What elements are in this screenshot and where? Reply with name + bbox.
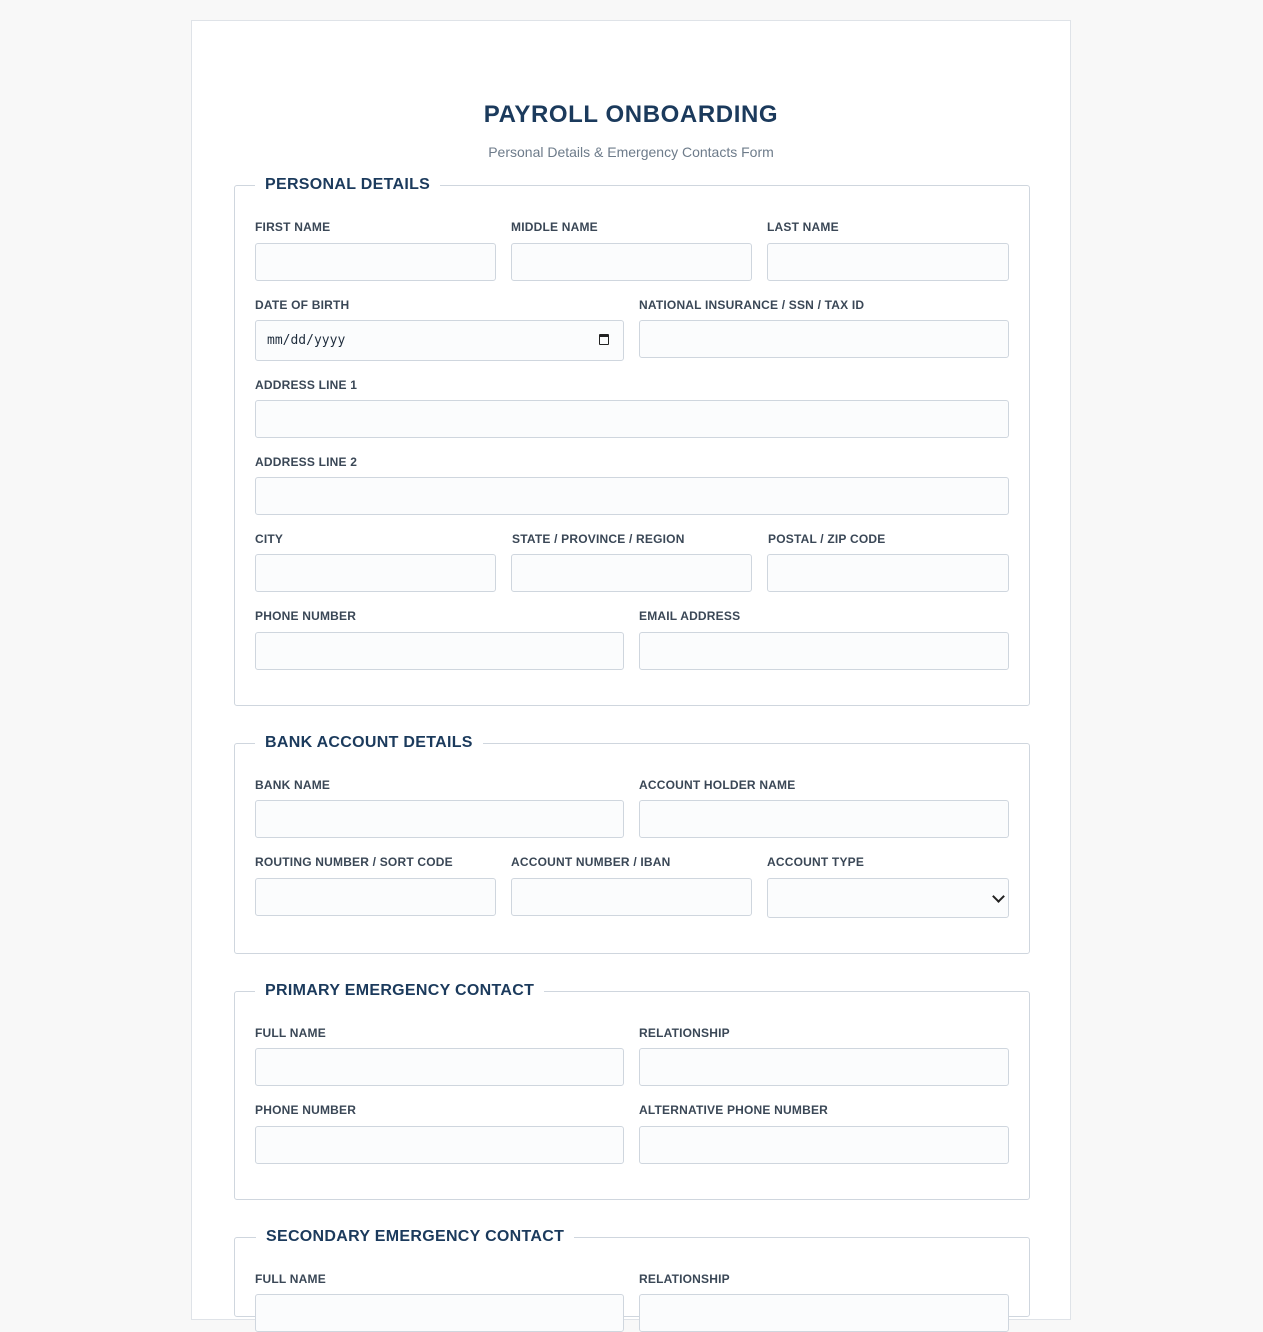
label-address-line-1: ADDRESS LINE 1 [255,378,358,392]
tax-id-input[interactable] [639,320,1009,358]
label-bank-name: BANK NAME [255,778,331,792]
label-primary-phone: PHONE NUMBER [255,1103,357,1117]
label-secondary-relationship: RELATIONSHIP [639,1272,730,1286]
address-line-1-input[interactable] [255,400,1009,438]
email-address-input[interactable] [639,632,1009,670]
label-primary-full-name: FULL NAME [255,1026,326,1040]
label-email-address: EMAIL ADDRESS [639,609,741,623]
middle-name-input[interactable] [511,243,752,281]
primary-relationship-input[interactable] [639,1048,1009,1086]
label-last-name: LAST NAME [767,220,839,234]
primary-emergency-contact-section [234,982,1030,1200]
page-subtitle: Personal Details & Emergency Contacts Form [488,144,774,160]
date-of-birth-placeholder: mm/dd/yyyy [267,333,346,348]
label-date-of-birth: DATE OF BIRTH [255,298,350,312]
section-legend-personal: PERSONAL DETAILS [255,174,440,196]
primary-alt-phone-input[interactable] [639,1126,1009,1164]
section-legend-bank: BANK ACCOUNT DETAILS [255,732,483,754]
page-title: PAYROLL ONBOARDING [483,101,779,128]
label-account-type: ACCOUNT TYPE [767,855,865,869]
city-input[interactable] [255,554,496,592]
label-primary-alt-phone: ALTERNATIVE PHONE NUMBER [639,1103,829,1117]
label-state: STATE / PROVINCE / REGION [512,532,685,546]
label-phone-number: PHONE NUMBER [255,609,357,623]
label-address-line-2: ADDRESS LINE 2 [255,455,358,469]
label-secondary-full-name: FULL NAME [255,1272,326,1286]
primary-full-name-input[interactable] [255,1048,624,1086]
chevron-down-icon[interactable] [992,890,1005,903]
primary-phone-input[interactable] [255,1126,624,1164]
label-city: CITY [255,532,284,546]
postal-code-input[interactable] [767,554,1009,592]
bank-name-input[interactable] [255,800,624,838]
label-routing-number: ROUTING NUMBER / SORT CODE [255,855,453,869]
account-holder-input[interactable] [639,800,1009,838]
secondary-relationship-input[interactable] [639,1294,1009,1332]
first-name-input[interactable] [255,243,496,281]
state-input[interactable] [511,554,752,592]
secondary-full-name-input[interactable] [255,1294,624,1332]
label-account-number: ACCOUNT NUMBER / IBAN [511,855,671,869]
account-number-input[interactable] [511,878,752,916]
secondary-emergency-contact-section [234,1228,1030,1317]
date-of-birth-input[interactable] [255,320,624,361]
label-postal-code: POSTAL / ZIP CODE [768,532,886,546]
address-line-2-input[interactable] [255,477,1009,515]
label-middle-name: MIDDLE NAME [511,220,598,234]
label-account-holder: ACCOUNT HOLDER NAME [639,778,796,792]
label-primary-relationship: RELATIONSHIP [639,1026,730,1040]
label-first-name: FIRST NAME [255,220,331,234]
routing-number-input[interactable] [255,878,496,916]
label-tax-id: NATIONAL INSURANCE / SSN / TAX ID [639,298,865,312]
bank-account-section [234,734,1030,954]
last-name-input[interactable] [767,243,1009,281]
personal-details-section [234,176,1030,706]
section-legend-primary: PRIMARY EMERGENCY CONTACT [255,980,544,1002]
phone-number-input[interactable] [255,632,624,670]
section-legend-secondary: SECONDARY EMERGENCY CONTACT [256,1226,574,1248]
account-type-select[interactable] [767,878,1009,918]
calendar-icon[interactable] [599,334,609,345]
